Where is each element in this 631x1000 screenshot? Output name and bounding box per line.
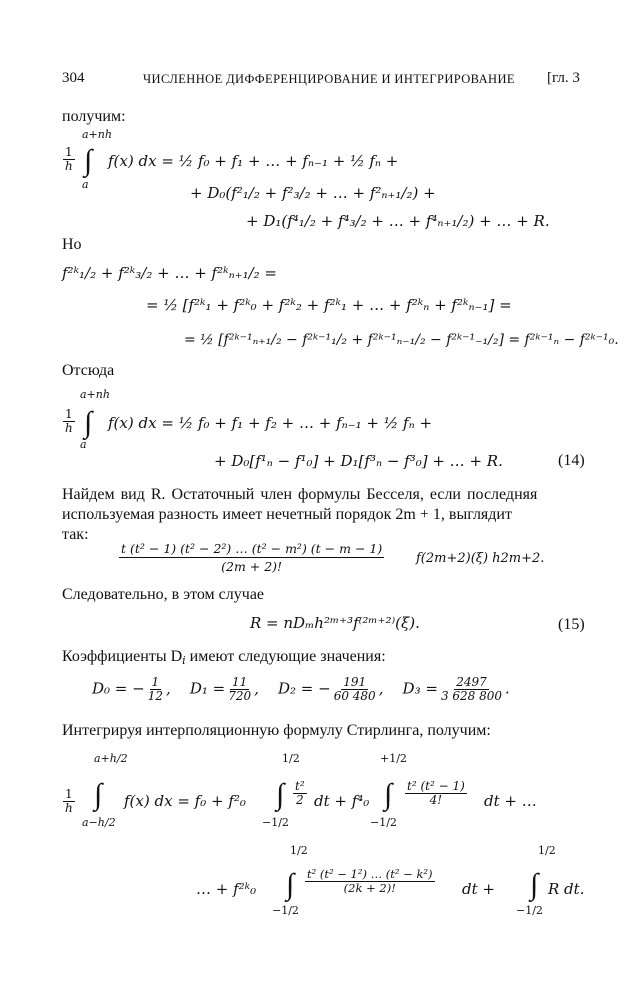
integral-sign-4: ∫	[94, 778, 103, 811]
running-title: ЧИСЛЕННОЕ ДИФФЕРЕНЦИРОВАНИЕ И ИНТЕГРИРОВАНИЕ	[143, 72, 515, 86]
eq4-part5: dt +	[462, 880, 495, 898]
integral-sign-6: ∫	[384, 778, 393, 811]
eq4-part2: dt + f⁴₀	[314, 792, 370, 810]
eq4-part3: dt + …	[484, 792, 537, 810]
integral-sign-5: ∫	[276, 778, 285, 811]
text-stirling: Интегрируя интерполяционную формулу Стирлинга, получим:	[62, 722, 491, 739]
remainder-tail: f(2m+2)(ξ) h2m+2.	[416, 551, 545, 566]
page-number: 304	[62, 70, 85, 86]
text-para-line3: так:	[62, 526, 89, 543]
limit-lower-2: a	[80, 438, 87, 451]
limit-upper: a+nh	[82, 128, 112, 141]
integral-sign-2: ∫	[84, 406, 93, 439]
eq2-line3: = ½ [f²ᵏ⁻¹ₙ₊₁/₂ − f²ᵏ⁻¹₁/₂ + f²ᵏ⁻¹ₙ₋₁/₂ − f²ᵏ⁻¹₋₁/₂] = f²ᵏ⁻¹ₙ − f²ᵏ⁻¹₀.	[184, 332, 619, 348]
eq1-line3: + D₁(f⁴₁/₂ + f⁴₃/₂ + … + f⁴ₙ₊₁/₂) + … + R.	[246, 212, 550, 230]
text-coefficients: Коэффициенты Di имеют следующие значения:	[62, 648, 386, 667]
limit-phalf-b: +1/2	[380, 752, 407, 765]
frac-t2-2: $\frac{\text{t²}}{2}$	[295, 779, 305, 807]
eq15: R = nDₘh²ᵐ⁺³f⁽²ᵐ⁺²⁾(ξ).	[250, 614, 420, 632]
limit-half-c: 1/2	[290, 844, 308, 857]
text-otsyuda: Отсюда	[62, 362, 115, 379]
eq4-part6: R dt.	[548, 880, 585, 898]
remainder-fraction: $\frac{\text{t (t² − 1) (t² − 2²) … (t² − m²) (t − m − 1)}}{(2m + 2)!}$	[121, 541, 383, 574]
eq4-part4: … + f²ᵏ₀	[196, 880, 257, 898]
eq2-line2: = ½ [f²ᵏ₁ + f²ᵏ₀ + f²ᵏ₂ + f²ᵏ₁ + … + f²ᵏₙ + f²ᵏₙ₋₁] =	[146, 296, 512, 314]
limit-lower: a	[82, 178, 89, 191]
integral-sign: ∫	[84, 144, 93, 177]
chapter-ref: [гл. 3	[547, 70, 580, 86]
eq4-part1: f(x) dx = f₀ + f²₀	[124, 792, 246, 810]
one-over-h-2: $\frac{1}{h}$	[65, 407, 73, 435]
text-poluchim: получим:	[62, 108, 126, 125]
eq1-line2: + D₀(f²₁/₂ + f²₃/₂ + … + f²ₙ₊₁/₂) +	[190, 184, 436, 202]
text-para-line2: используемая разность имеет нечетный порядок 2m + 1, выглядит	[62, 506, 512, 523]
equation-number-14: (14)	[558, 452, 585, 469]
limit-upper-4: a+h/2	[94, 752, 128, 765]
frac-t2-4fact: $\frac{\text{t² (t² − 1)}}{4!}$	[407, 779, 465, 807]
limit-mhalf-b: −1/2	[370, 816, 397, 829]
eq3-line1: f(x) dx = ½ f₀ + f₁ + f₂ + … + fₙ₋₁ + ½ fₙ +	[108, 414, 433, 432]
text-para-line1: Найдем вид R. Остаточный член формулы Бесселя, если последняя	[62, 486, 538, 503]
limit-mhalf-d: −1/2	[516, 904, 543, 917]
coefficient-values: D₀ = − $\frac{1}{12}$ , D₁ = $\frac{11}{720}$ , D₂ = − $\frac{191}{60 480}$ , D₃ = $\frac{2497}{3 628 800}$ .	[92, 675, 510, 703]
limit-half-d: 1/2	[538, 844, 556, 857]
one-over-h: $\frac{1}{h}$	[65, 145, 73, 173]
limit-mhalf-c: −1/2	[272, 904, 299, 917]
integral-sign-7: ∫	[286, 868, 295, 901]
equation-number-15: (15)	[558, 616, 585, 633]
integral-sign-8: ∫	[530, 868, 539, 901]
limit-mhalf-a: −1/2	[262, 816, 289, 829]
text-no: Но	[62, 236, 82, 253]
eq3-line2: + D₀[f¹ₙ − f¹₀] + D₁[f³ₙ − f³₀] + … + R.	[214, 452, 503, 470]
limit-lower-4: a−h/2	[82, 816, 116, 829]
frac-stirling-k: $\frac{\text{t² (t² − 1²) … (t² − k²)}}{(2k + 2)!}$	[307, 867, 433, 895]
eq2-line1: f²ᵏ₁/₂ + f²ᵏ₃/₂ + … + f²ᵏₙ₊₁/₂ =	[62, 264, 277, 282]
one-over-h-4: $\frac{1}{h}$	[65, 787, 73, 815]
limit-half-a: 1/2	[282, 752, 300, 765]
eq1-line1: f(x) dx = ½ f₀ + f₁ + … + fₙ₋₁ + ½ fₙ +	[108, 152, 399, 170]
limit-upper-2: a+nh	[80, 388, 110, 401]
text-sledovatelno: Следовательно, в этом случае	[62, 586, 265, 603]
